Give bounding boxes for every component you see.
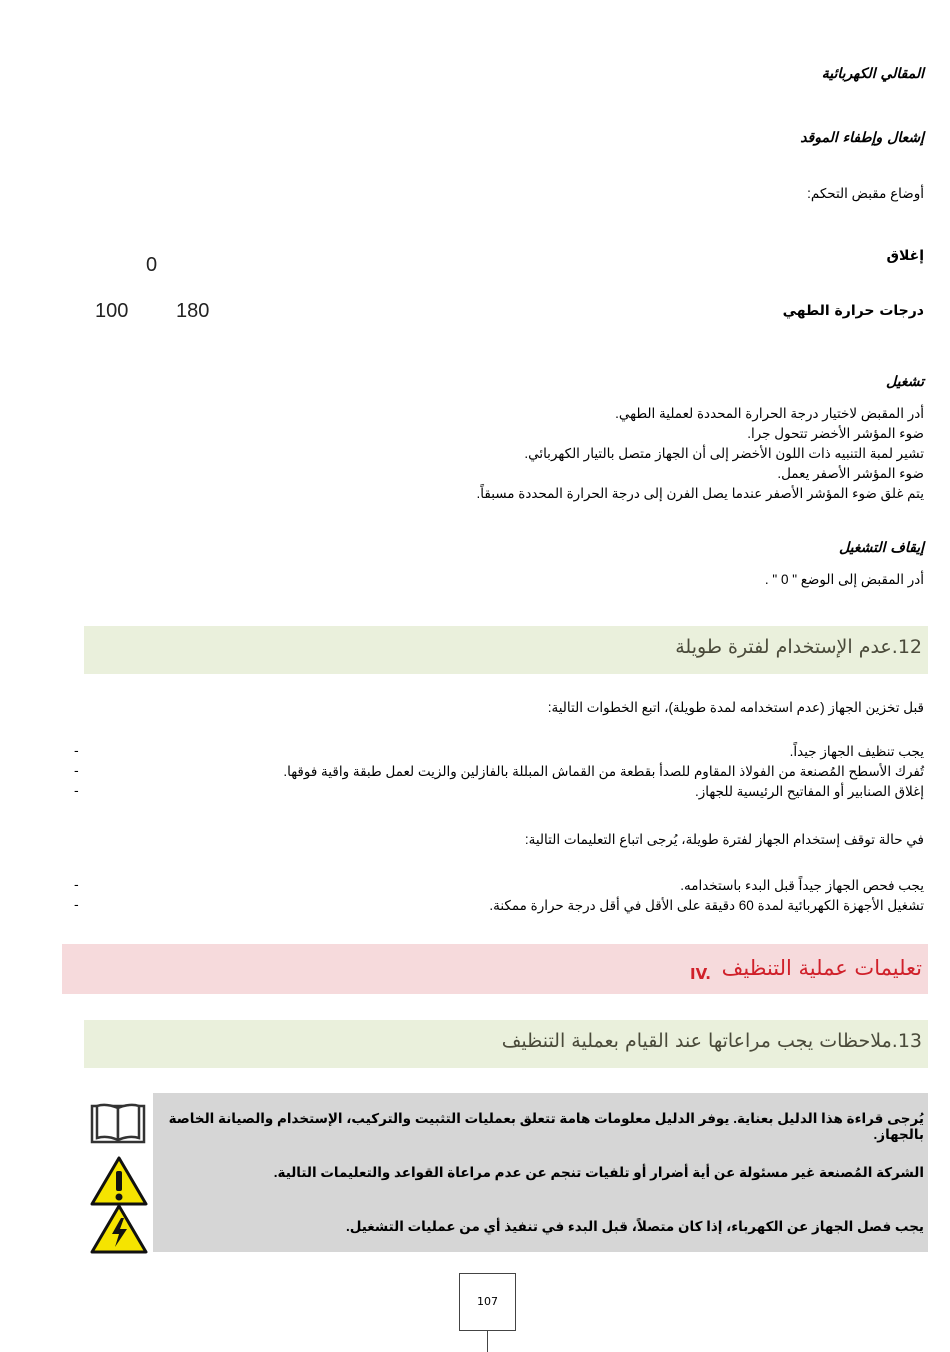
safety-note: يُرجى قراءة هذا الدليل بعناية. يوفر الدليل معلومات هامة تتعلق بعمليات التثبيت والتركيب، الإستخدام والصيانة الخاصة بالجهاز. <box>168 1111 924 1142</box>
off-label: إغلاق <box>886 248 924 264</box>
list-dash: - <box>74 784 79 799</box>
storage-intro: قبل تخزين الجهاز (عدم استخدامه لمدة طويلة)، اتبع الخطوات التالية: <box>547 700 924 715</box>
list-dash: - <box>74 898 79 913</box>
storage-steps <box>104 742 924 802</box>
cooking-temperature-label: درجات حرارة الطهي <box>782 303 924 319</box>
resume-steps <box>104 876 924 916</box>
list-dash: - <box>74 878 79 893</box>
safety-note: الشركة المُصنعة غير مسئولة عن أية أضرار أو تلفيات تنجم عن عدم مراعاة القواعد والتعليمات التالية. <box>273 1165 924 1180</box>
list-item: تشغيل الأجهزة الكهربائية لمدة 60 دقيقة على الأقل في أقل درجة حرارة ممكنة. <box>489 898 924 913</box>
section-12-header <box>84 626 928 674</box>
operation-line: أدر المقبض لاختيار درجة الحرارة المحددة لعملية الطهي. <box>615 406 924 421</box>
page-number-box <box>459 1273 516 1331</box>
chapter-4-title: تعليمات عملية التنظيف <box>721 956 922 980</box>
dial-value-180: 180 <box>176 300 210 322</box>
list-item: إغلاق الصنابير أو المفاتيح الرئيسية للجهاز. <box>695 784 924 799</box>
safety-note: يجب فصل الجهاز عن الكهرباء، إذا كان متصلاً، قبل البدء في تنفيذ أي من عمليات التشغيل. <box>345 1219 924 1234</box>
operation-line: يتم غلق ضوء المؤشر الأصفر عندما يصل الفرن إلى درجة الحرارة المحددة مسبقاً. <box>476 486 924 501</box>
section-13-header <box>84 1020 928 1068</box>
page-number: 107 <box>477 1295 498 1308</box>
resume-intro: في حالة توقف إستخدام الجهاز لفترة طويلة، يُرجى اتباع التعليمات التالية: <box>524 832 924 847</box>
section-title-electric-fryers: المقالي الكهربائية <box>821 66 924 82</box>
page-number-connector <box>487 1330 488 1352</box>
operation-line: تشير لمبة التنبيه ذات اللون الأخضر إلى أن الجهاز متصل بالتيار الكهربائي. <box>524 446 924 461</box>
operation-line: ضوء المؤشر الأخضر تتحول جرا. <box>747 426 924 441</box>
operation-line: ضوء المؤشر الأصفر يعمل. <box>777 466 924 481</box>
dial-value-100: 100 <box>95 300 129 322</box>
operation-title: تشغيل <box>886 374 924 390</box>
knob-positions-label: أوضاع مقبض التحكم: <box>807 186 924 201</box>
section-13-title: 13.ملاحظات يجب مراعاتها عند القيام بعملية التنظيف <box>501 1030 922 1052</box>
stop-operation-title: إيقاف التشغيل <box>839 540 924 556</box>
list-item: تُفرك الأسطح المُصنعة من الفولاذ المقاوم للصدأ بقطعة من القماش المبللة بالفازلين والزيت لعمل طبقة واقية فوقها. <box>283 764 924 779</box>
safety-notes-box <box>153 1093 928 1252</box>
list-dash: - <box>74 764 79 779</box>
stop-operation-line: أدر المقبض إلى الوضع " 0 " . <box>764 572 924 587</box>
electric-hazard-icon <box>90 1204 148 1254</box>
dial-value-zero: 0 <box>146 254 158 276</box>
section-title-on-off: إشعال وإطفاء الموقد <box>800 130 924 146</box>
chapter-4-header <box>62 944 928 994</box>
chapter-roman-numeral: IV. <box>690 965 711 983</box>
operation-instructions <box>324 404 924 504</box>
list-item: يجب فحص الجهاز جيداً قبل البدء باستخدامه. <box>680 878 924 893</box>
warning-exclamation-icon <box>90 1156 148 1206</box>
section-12-title: 12.عدم الإستخدام لفترة طويلة <box>675 636 922 658</box>
list-item: يجب تنظيف الجهاز جيداً. <box>789 744 924 759</box>
list-dash: - <box>74 744 79 759</box>
manual-book-icon <box>90 1100 146 1146</box>
